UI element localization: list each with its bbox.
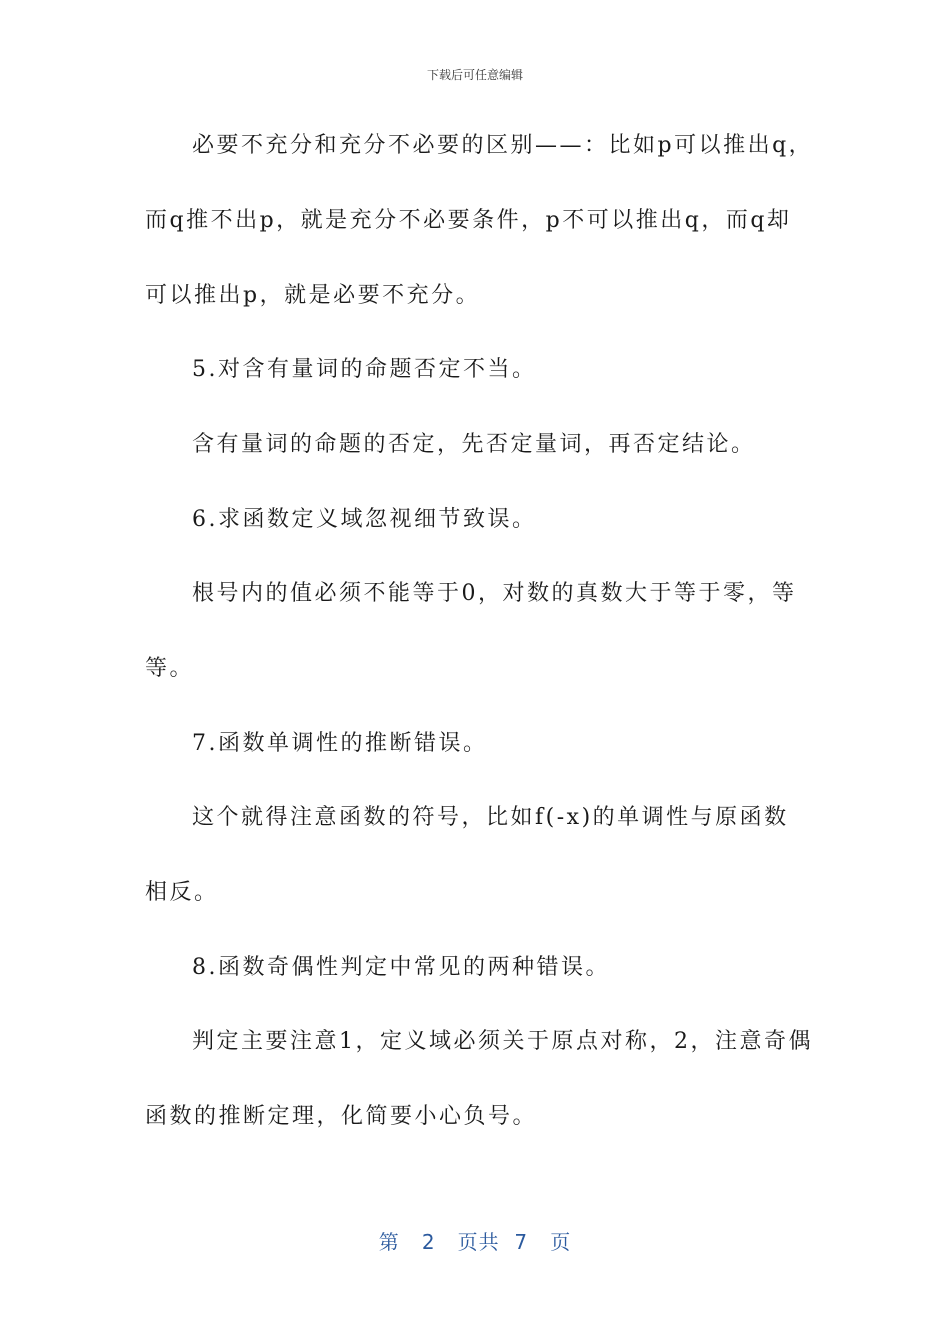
text-line: 必要不充分和充分不必要的区别——：比如p可以推出q， (192, 133, 814, 158)
page-header: 下载后可任意编辑 (426, 68, 523, 82)
footer-middle: 页共 (457, 1230, 500, 1254)
text-line: 判定主要注意1，定义域必须关于原点对称，2，注意奇偶 (192, 1029, 813, 1054)
text-line: 相反。 (145, 880, 219, 905)
total-pages-number: 7 (514, 1230, 529, 1254)
text-line: 这个就得注意函数的符号，比如f(-x)的单调性与原函数 (192, 805, 789, 830)
footer-suffix: 页 (550, 1230, 572, 1254)
text-line: 根号内的值必须不能等于0，对数的真数大于等于零，等 (192, 581, 797, 606)
section-heading: 7.函数单调性的推断错误。 (192, 731, 488, 756)
text-line: 含有量词的命题的否定，先否定量词，再否定结论。 (192, 432, 756, 457)
section-heading: 5.对含有量词的命题否定不当。 (192, 357, 537, 382)
page-footer (0, 1226, 950, 1255)
text-line: 等。 (145, 656, 195, 681)
text-line: 而q推不出p，就是充分不必要条件，p不可以推出q，而q却 (145, 208, 792, 233)
section-heading: 8.函数奇偶性判定中常见的两种错误。 (192, 955, 610, 980)
section-heading: 6.求函数定义域忽视细节致误。 (192, 507, 537, 532)
text-line: 可以推出p，就是必要不充分。 (145, 283, 481, 308)
text-line: 函数的推断定理，化简要小心负号。 (145, 1104, 538, 1129)
current-page-number: 2 (421, 1230, 436, 1254)
footer-prefix: 第 (378, 1230, 400, 1254)
